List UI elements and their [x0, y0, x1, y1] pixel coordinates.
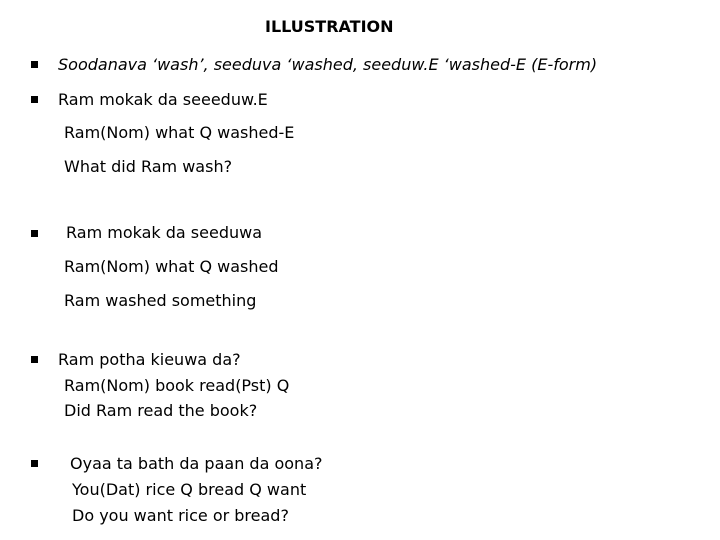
item-4-translation: Did Ram read the book?: [64, 401, 258, 420]
item-3-text: Ram mokak da seeduwa: [66, 223, 263, 242]
bullet-marker-4: [31, 356, 38, 363]
item-4-text: Ram potha kieuwa da?: [58, 350, 241, 369]
item-3-translation: Ram washed something: [64, 291, 257, 310]
bullet-marker-3: [31, 230, 38, 237]
bullet-marker-5: [31, 460, 38, 467]
item-1-text: Soodanava ‘wash’, seeduva ‘washed, seeduw.E ‘washed-E (E-form): [58, 55, 598, 74]
bullet-marker-1: [31, 61, 38, 68]
item-5-translation: Do you want rice or bread?: [72, 506, 289, 525]
item-5-gloss: You(Dat) rice Q bread Q want: [72, 480, 307, 499]
item-3-gloss: Ram(Nom) what Q washed: [64, 257, 279, 276]
item-4-gloss: Ram(Nom) book read(Pst) Q: [64, 376, 290, 395]
item-5-text: Oyaa ta bath da paan da oona?: [70, 454, 323, 473]
bullet-marker-2: [31, 96, 38, 103]
item-2-translation: What did Ram wash?: [64, 157, 233, 176]
item-2-gloss: Ram(Nom) what Q washed-E: [64, 123, 295, 142]
slide-title: ILLUSTRATION: [265, 17, 394, 36]
item-2-text: Ram mokak da seeeduw.E: [58, 90, 268, 109]
